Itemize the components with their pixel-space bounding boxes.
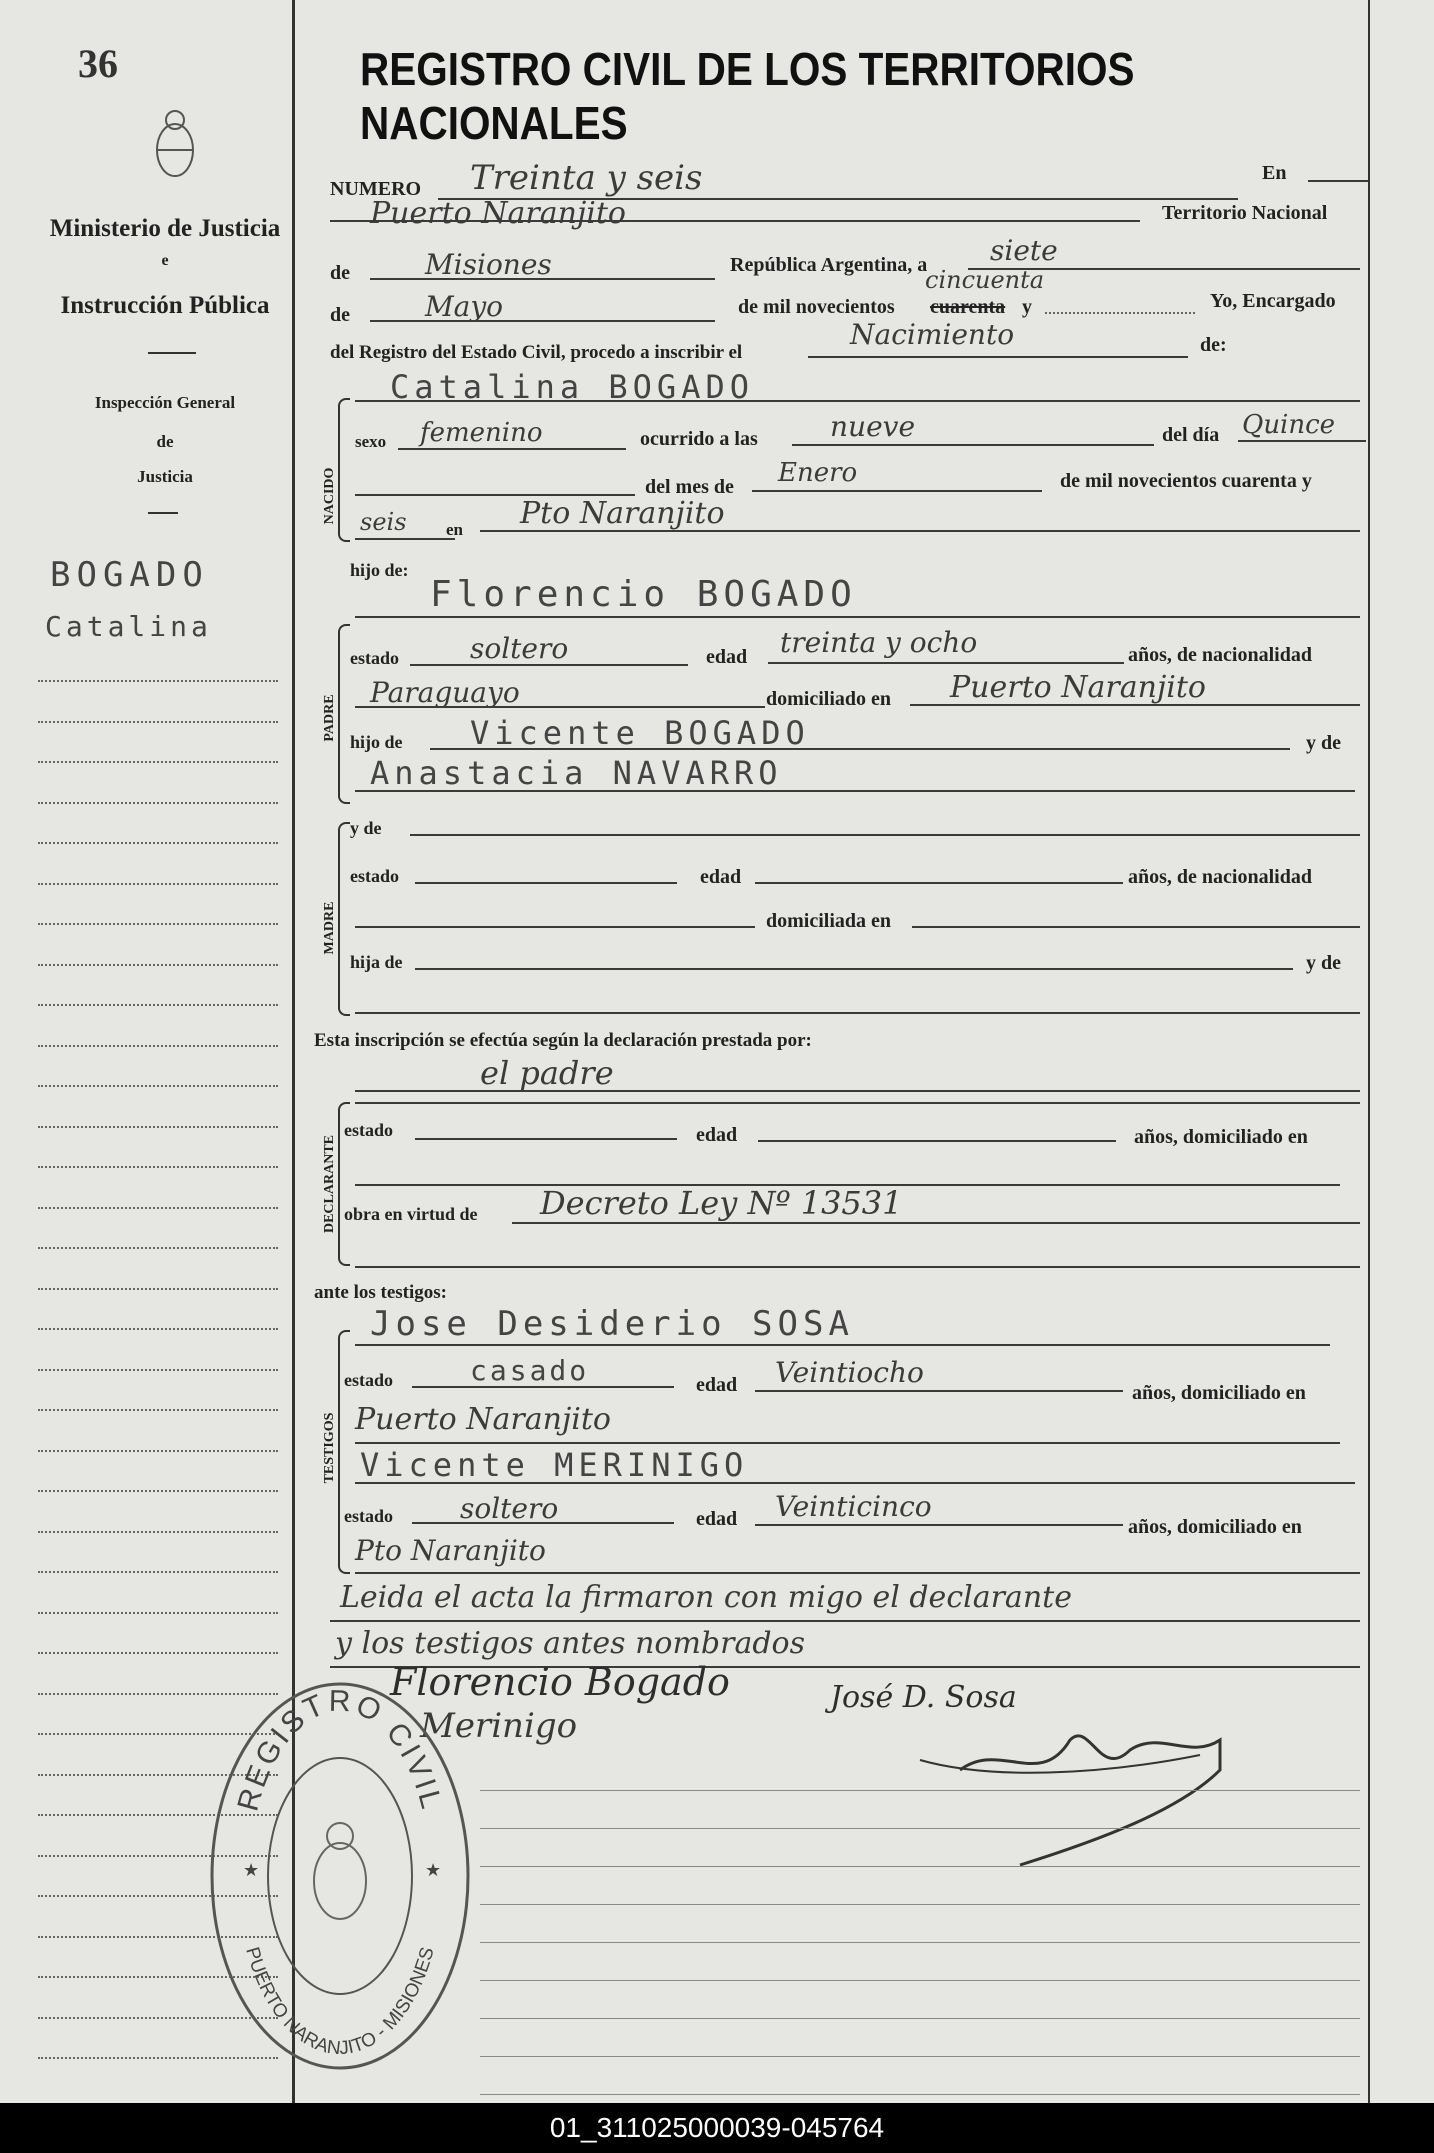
territorio-label: Territorio Nacional bbox=[1162, 202, 1328, 224]
margin-surname: BOGADO bbox=[50, 555, 209, 595]
margin-ruled-line bbox=[38, 923, 278, 925]
ministry-line3: Instrucción Pública bbox=[60, 292, 270, 319]
padre-estado-label: estado bbox=[350, 648, 399, 668]
testigo1-domicilio-value: Puerto Naranjito bbox=[355, 1402, 611, 1437]
margin-ruled-line bbox=[38, 1369, 278, 1371]
svg-text:★: ★ bbox=[425, 1860, 442, 1880]
cierre-line1 bbox=[330, 1620, 1360, 1622]
margin-ruled-line bbox=[38, 1288, 278, 1290]
abuelo-value: Vicente BOGADO bbox=[470, 714, 810, 752]
svg-text:★: ★ bbox=[243, 1860, 260, 1880]
declarante-value: el padre bbox=[480, 1054, 614, 1092]
ocurrido-label: ocurrido a las bbox=[640, 428, 758, 450]
margin-ruled-line bbox=[38, 721, 278, 723]
madre-nombre-line bbox=[410, 834, 1360, 836]
cierre-text2: y los testigos antes nombrados bbox=[335, 1626, 805, 1661]
sexo-line bbox=[398, 448, 626, 450]
section-nacido: NACIDO bbox=[322, 467, 337, 525]
testigo2-domicilio-line bbox=[355, 1572, 1360, 1574]
testigo1-estado-label: estado bbox=[344, 1370, 393, 1390]
bottom-ruled-line bbox=[480, 1980, 1360, 1981]
abuela-value: Anastacia NAVARRO bbox=[370, 754, 783, 792]
declarante-line2 bbox=[355, 1102, 1360, 1104]
padre-nombre-value: Florencio BOGADO bbox=[430, 574, 857, 615]
sexo-label: sexo bbox=[355, 432, 387, 451]
testigo2-estado-value: soltero bbox=[460, 1492, 559, 1525]
hijo-de-label: hijo de: bbox=[350, 560, 409, 580]
declarante-anios-label: años, domiciliado en bbox=[1134, 1126, 1308, 1148]
abuelo-label: hijo de bbox=[350, 732, 403, 752]
registro-civil-seal bbox=[205, 1676, 475, 2076]
padre-nacionalidad-value: Paraguayo bbox=[370, 676, 520, 709]
padre-estado-value: soltero bbox=[470, 632, 569, 665]
margin-ruled-line bbox=[38, 1531, 278, 1533]
tipo-value: Nacimiento bbox=[850, 318, 1015, 351]
numero-value: Treinta y seis bbox=[470, 158, 703, 198]
republica-label: República Argentina, a bbox=[730, 254, 928, 276]
padre-edad-value: treinta y ocho bbox=[780, 626, 978, 659]
coat-of-arms-icon bbox=[150, 105, 200, 185]
de-mil-label: de mil novecientos bbox=[738, 296, 895, 318]
margin-ruled-line bbox=[38, 842, 278, 844]
de-colon-label: de: bbox=[1200, 334, 1227, 356]
dotted-line bbox=[1045, 312, 1195, 314]
padre-brace bbox=[338, 624, 350, 804]
lugar-nacimiento-value: Pto Naranjito bbox=[520, 496, 725, 531]
testigo2-estado-label: estado bbox=[344, 1506, 393, 1526]
bottom-ruled-line bbox=[480, 1904, 1360, 1905]
anio-nacimiento-value: seis bbox=[360, 508, 407, 536]
testigos-label: ante los testigos: bbox=[314, 1282, 447, 1303]
madre-domicilio-line bbox=[912, 926, 1360, 928]
image-id-footer: 01_311025000039-045764 bbox=[0, 2103, 1434, 2153]
declarante-edad-label: edad bbox=[696, 1124, 738, 1146]
del-mes-label: del mes de bbox=[645, 476, 734, 498]
dia-inscripcion-value: siete bbox=[990, 234, 1058, 267]
madre-brace bbox=[338, 822, 350, 1016]
cuarenta-printed: cuarenta bbox=[930, 296, 1006, 318]
right-border bbox=[1368, 0, 1370, 2103]
section-declarante: DECLARANTE bbox=[322, 1135, 337, 1234]
madre-domiciliada-label: domiciliada en bbox=[766, 910, 892, 932]
margin-ruled-line bbox=[38, 1004, 278, 1006]
testigo1-nombre-value: Jose Desiderio SOSA bbox=[370, 1304, 854, 1344]
padre-nombre-line bbox=[355, 616, 1360, 618]
margin-dash bbox=[148, 512, 178, 514]
testigo2-edad-line bbox=[755, 1524, 1123, 1526]
testigo2-edad-label: edad bbox=[696, 1508, 738, 1530]
mes-nacimiento-line bbox=[752, 490, 1042, 492]
padre-domiciliado-label: domiciliado en bbox=[766, 688, 892, 710]
de-label: de bbox=[330, 262, 350, 284]
svg-text:PUERTO NARANJITO - MISIONES: PUERTO NARANJITO - MISIONES bbox=[241, 1944, 439, 2060]
testigo1-anios-label: años, domiciliado en bbox=[1132, 1382, 1306, 1404]
svg-text:REGISTRO CIVIL: REGISTRO CIVIL bbox=[231, 1684, 449, 1815]
dia-nacimiento-value: Quince bbox=[1242, 410, 1336, 440]
margin-given-name: Catalina bbox=[45, 610, 212, 643]
madre-estado-line bbox=[415, 882, 677, 884]
de-mil-cuarenta-label: de mil novecientos cuarenta y bbox=[1060, 470, 1312, 492]
page-number: 36 bbox=[78, 41, 118, 86]
testigo1-estado-value: casado bbox=[470, 1354, 590, 1387]
testigo2-domicilio-value: Pto Naranjito bbox=[355, 1534, 546, 1567]
madre-y-de-label: y de bbox=[350, 818, 382, 838]
bottom-ruled-line bbox=[480, 1942, 1360, 1943]
margin-ruled-line bbox=[38, 1126, 278, 1128]
del-dia-label: del día bbox=[1162, 424, 1220, 446]
margin-ruled-line bbox=[38, 1207, 278, 1209]
margin-ruled-line bbox=[38, 1166, 278, 1168]
obra-label: obra en virtud de bbox=[344, 1204, 478, 1224]
madre-edad-label: edad bbox=[700, 866, 742, 888]
de-label: de bbox=[330, 304, 350, 326]
signature-sosa: José D. Sosa bbox=[830, 1680, 1017, 1715]
padre-edad-label: edad bbox=[706, 646, 748, 668]
ministry-line1: Ministerio de Justicia bbox=[49, 215, 281, 242]
declarante-estado-line bbox=[415, 1138, 677, 1140]
obra-value: Decreto Ley Nº 13531 bbox=[540, 1184, 903, 1222]
testigo1-edad-value: Veintiocho bbox=[775, 1356, 924, 1389]
cierre-text1: Leida el acta la firmaron con migo el declarante bbox=[340, 1580, 1072, 1615]
testigo1-domicilio-line bbox=[355, 1442, 1340, 1444]
madre-hija-de-label: hija de bbox=[350, 952, 403, 972]
declarante-line5 bbox=[355, 1266, 1360, 1268]
madre-anios-nac-label: años, de nacionalidad bbox=[1128, 866, 1312, 888]
obra-line bbox=[512, 1222, 1360, 1224]
signature-merinigo: Merinigo bbox=[420, 1706, 578, 1746]
mes-inscripcion-line bbox=[370, 320, 715, 322]
testigo2-anios-label: años, domiciliado en bbox=[1128, 1516, 1302, 1538]
margin-ruled-line bbox=[38, 1652, 278, 1654]
inspection-line1: Inspección General bbox=[94, 393, 236, 412]
margin-ruled-line bbox=[38, 761, 278, 763]
margin-ruled-line bbox=[38, 1612, 278, 1614]
bottom-ruled-line bbox=[480, 2018, 1360, 2019]
margin-ruled-line bbox=[38, 1450, 278, 1452]
en-line bbox=[1308, 180, 1368, 182]
bottom-ruled-line bbox=[480, 1790, 1360, 1791]
tipo-line bbox=[808, 356, 1188, 358]
margin-ruled-line bbox=[38, 964, 278, 966]
numero-label: NUMERO bbox=[330, 178, 422, 200]
y-de-label: y de bbox=[1306, 732, 1341, 754]
testigo2-edad-value: Veinticinco bbox=[775, 1490, 932, 1523]
madre-y-de2-label: y de bbox=[1306, 952, 1341, 974]
nacido-brace bbox=[338, 398, 350, 542]
bottom-ruled-line bbox=[480, 1866, 1360, 1867]
margin-ruled-line bbox=[38, 1045, 278, 1047]
anio-nacimiento-line bbox=[355, 538, 455, 540]
margin-ruled-line bbox=[38, 1085, 278, 1087]
testigo1-edad-label: edad bbox=[696, 1374, 738, 1396]
section-padre: PADRE bbox=[322, 694, 337, 742]
testigo2-nombre-value: Vicente MERINIGO bbox=[360, 1446, 749, 1484]
official-signature-icon bbox=[900, 1700, 1280, 1870]
testigo1-line bbox=[355, 1344, 1330, 1346]
padre-edad-line bbox=[768, 662, 1124, 664]
margin-ruled-line bbox=[38, 680, 278, 682]
padre-anios-nac-label: años, de nacionalidad bbox=[1128, 644, 1312, 666]
registro-label: del Registro del Estado Civil, procedo a inscribir el bbox=[330, 342, 743, 363]
signature-florencio: Florencio Bogado bbox=[390, 1660, 730, 1704]
madre-edad-line bbox=[755, 882, 1123, 884]
madre-line4 bbox=[355, 1012, 1360, 1014]
margin-ruled-line bbox=[38, 802, 278, 804]
nacido-nombre-value: Catalina BOGADO bbox=[390, 368, 754, 406]
section-madre: MADRE bbox=[322, 901, 337, 955]
section-testigos: TESTIGOS bbox=[322, 1412, 337, 1484]
madre-padres-line bbox=[415, 968, 1293, 970]
inspection-line2: de bbox=[156, 432, 174, 451]
sexo-value: femenino bbox=[420, 418, 543, 448]
yo-label: Yo, Encargado bbox=[1210, 290, 1336, 312]
madre-estado-label: estado bbox=[350, 866, 399, 886]
bottom-ruled-line bbox=[480, 2056, 1360, 2057]
madre-nac-line bbox=[355, 926, 755, 928]
y-label: y bbox=[1022, 296, 1032, 318]
declarante-edad-line bbox=[758, 1140, 1116, 1142]
dia-nacimiento-line bbox=[1238, 440, 1366, 442]
inspection-line3: Justicia bbox=[137, 467, 193, 486]
anio-inscripcion-value: cincuenta bbox=[925, 266, 1045, 294]
hora-line bbox=[792, 444, 1154, 446]
margin-ruled-line bbox=[38, 1328, 278, 1330]
margin-ruled-line bbox=[38, 1490, 278, 1492]
bottom-ruled-line bbox=[480, 2094, 1360, 2095]
lugar-value: Puerto Naranjito bbox=[370, 196, 626, 231]
page-title: REGISTRO CIVIL DE LOS TERRITORIOS NACIONALES bbox=[360, 43, 1135, 149]
declaracion-label: Esta inscripción se efectúa según la declaración prestada por: bbox=[314, 1030, 812, 1051]
padre-domicilio-value: Puerto Naranjito bbox=[950, 670, 1206, 705]
margin-dash bbox=[148, 352, 196, 354]
en-label: En bbox=[1262, 162, 1287, 184]
declarante-estado-label: estado bbox=[344, 1120, 393, 1140]
en-small-label: en bbox=[446, 520, 463, 539]
margin-ruled-line bbox=[38, 883, 278, 885]
territorio-value: Misiones bbox=[425, 248, 552, 281]
bottom-ruled-line bbox=[480, 1828, 1360, 1829]
ministry-line2: e bbox=[161, 252, 169, 269]
margin-ruled-line bbox=[38, 1409, 278, 1411]
hora-value: nueve bbox=[830, 410, 916, 443]
mes-inscripcion-value: Mayo bbox=[425, 290, 504, 323]
margin-ruled-line bbox=[38, 1247, 278, 1249]
testigos-brace bbox=[338, 1330, 350, 1574]
margin-ruled-line bbox=[38, 1571, 278, 1573]
mes-nacimiento-value: Enero bbox=[778, 458, 858, 488]
testigo1-edad-line bbox=[755, 1390, 1123, 1392]
